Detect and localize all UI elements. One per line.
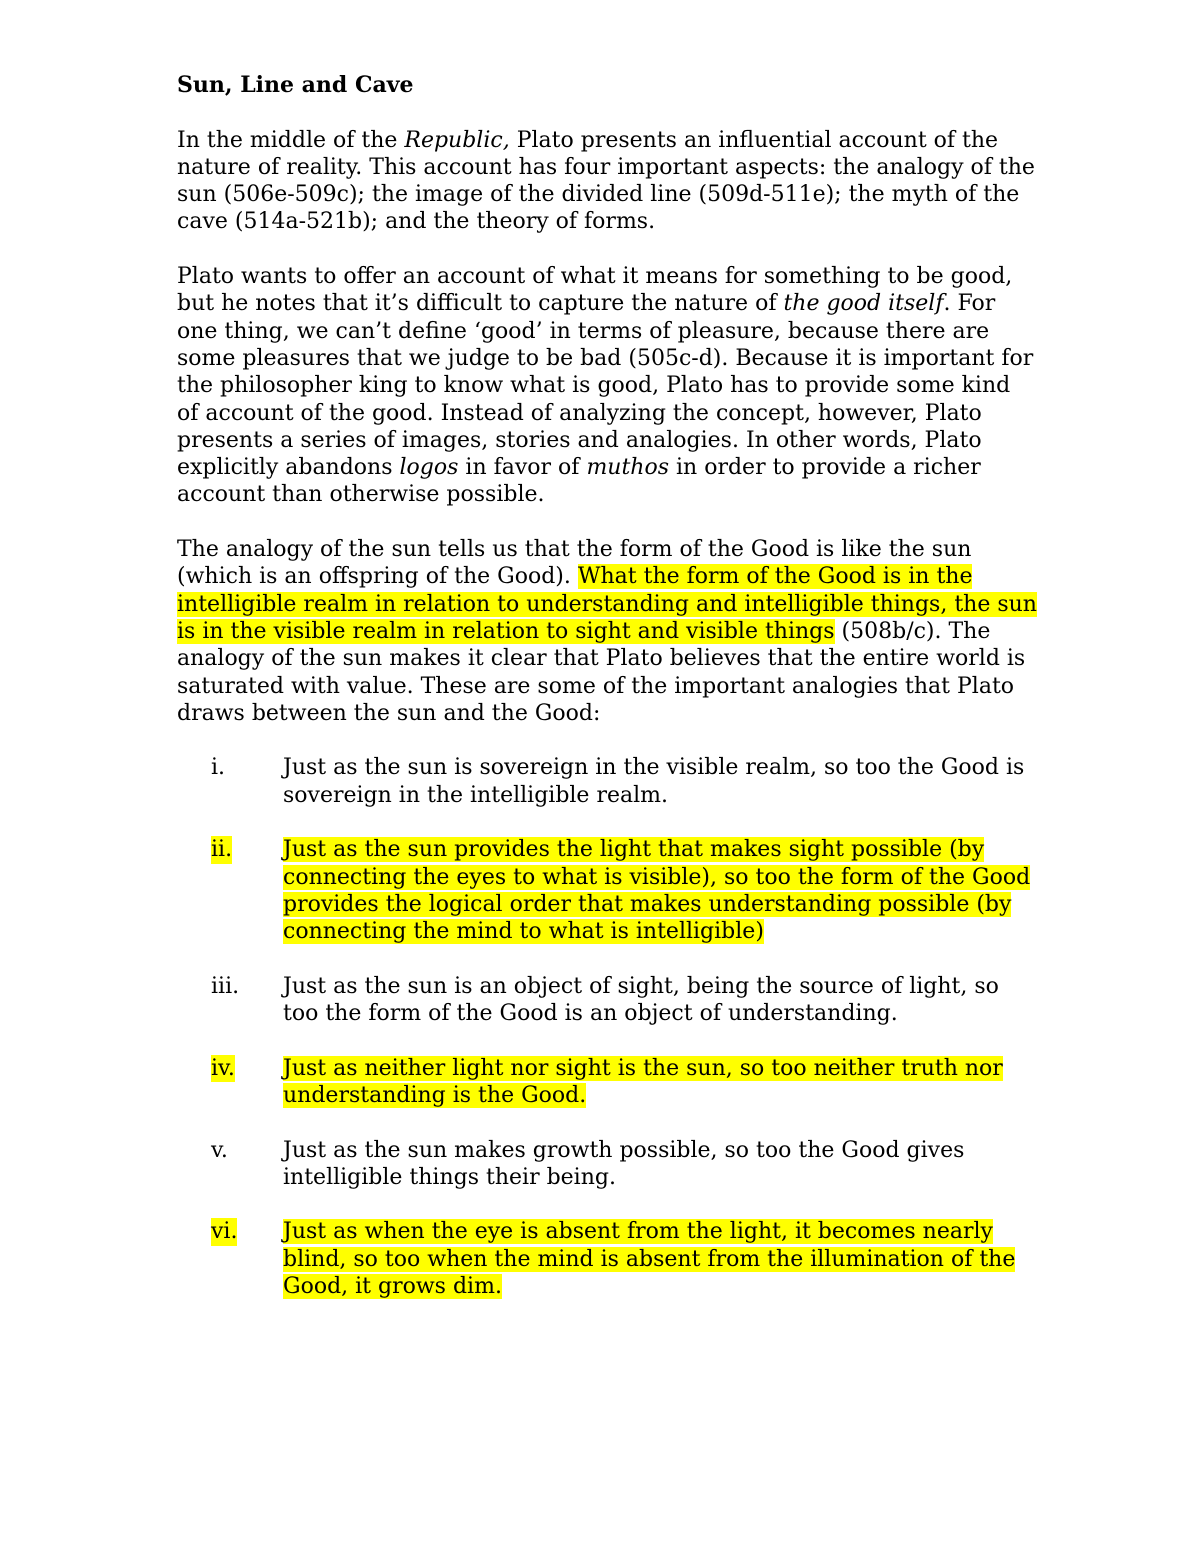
italic-run: logos bbox=[399, 455, 459, 481]
list-number: vi. bbox=[211, 1219, 238, 1245]
document-page bbox=[177, 72, 1037, 1328]
list-item bbox=[177, 1218, 1037, 1300]
list-item bbox=[177, 1055, 1037, 1110]
list-text: Just as the sun is sovereign in the visible realm, so too the Good is sovereign in the intelligible realm. bbox=[283, 755, 1025, 808]
list-number: ii. bbox=[211, 837, 233, 863]
spacer bbox=[177, 509, 1037, 536]
spacer bbox=[177, 99, 1037, 126]
document-title: Sun, Line and Cave bbox=[177, 72, 414, 98]
italic-run: the good itself bbox=[783, 291, 944, 317]
list-number: iv. bbox=[211, 1055, 235, 1081]
list-item bbox=[177, 754, 1037, 809]
italic-run: muthos bbox=[586, 455, 670, 481]
spacer bbox=[177, 236, 1037, 263]
list-text: Just as the sun makes growth possible, so too the Good gives intelligible things their being. bbox=[283, 1137, 965, 1190]
paragraph-good bbox=[177, 263, 1037, 509]
analogy-list bbox=[177, 754, 1037, 1300]
list-item bbox=[177, 973, 1037, 1028]
list-number: i. bbox=[211, 755, 226, 781]
list-number: iii. bbox=[211, 973, 240, 999]
list-item bbox=[177, 836, 1037, 945]
list-text: Just as neither light nor sight is the sun, so too neither truth nor understanding is the Good. bbox=[283, 1055, 1003, 1108]
paragraph-intro bbox=[177, 127, 1037, 236]
spacer bbox=[177, 727, 1037, 754]
text-run: Plato wants to offer an account of what it means for something to be good, but he notes that it’s difficult to capture the nature of bbox=[177, 264, 1013, 317]
text-run: (508b/c). The analogy of the sun makes it clear that Plato believes that the entire world is saturated with value. These are some of the important analogies that Plato draws between the sun and the Good: bbox=[177, 618, 1026, 726]
list-item bbox=[177, 1137, 1037, 1192]
text-run: in favor of bbox=[458, 455, 587, 481]
paragraph-sun bbox=[177, 536, 1037, 727]
list-text: Just as the sun is an object of sight, being the source of light, so too the form of the Good is an object of understanding. bbox=[283, 973, 999, 1027]
italic-run: Republic, bbox=[404, 127, 510, 153]
list-number: v. bbox=[211, 1137, 228, 1163]
text-run: Plato presents an influential account of the nature of reality. This account has four important aspects: the analogy of the sun (506e-509c); the image of the divided line (509d-511e); the myth of the cave (514a-521b); and the theory of forms. bbox=[177, 127, 1035, 235]
list-text: Just as the sun provides the light that makes sight possible (by connecting the eyes to what is visible), so too the form of the Good provides the logical order that makes understanding possible (by connecting the mind to what is intelligible) bbox=[283, 837, 1031, 945]
highlighted-run: What the form of the Good is in the intelligible realm in relation to understanding and intelligible things, the sun is in the visible realm in relation to sight and visible things bbox=[177, 564, 1037, 644]
text-run: In the middle of the bbox=[177, 127, 405, 153]
text-run: . For one thing, we can’t define ‘good’ in terms of pleasure, because there are some pleasures that we judge to be bad (505c-d). Because it is important for the philosopher king to know what is good, Plato has to provide some kind of account of the good. Instead of analyzing the concept, however, Plato presents a series of images, stories and analogies. In other words, Plato explicitly abandons bbox=[177, 291, 1034, 481]
text-run: in order to provide a richer account than otherwise possible. bbox=[177, 455, 981, 508]
list-text: Just as when the eye is absent from the light, it becomes nearly blind, so too when the mind is absent from the illumination of the Good, it grows dim. bbox=[283, 1219, 1016, 1300]
text-run: The analogy of the sun tells us that the form of the Good is like the sun (which is an offspring of the Good). bbox=[177, 537, 972, 590]
